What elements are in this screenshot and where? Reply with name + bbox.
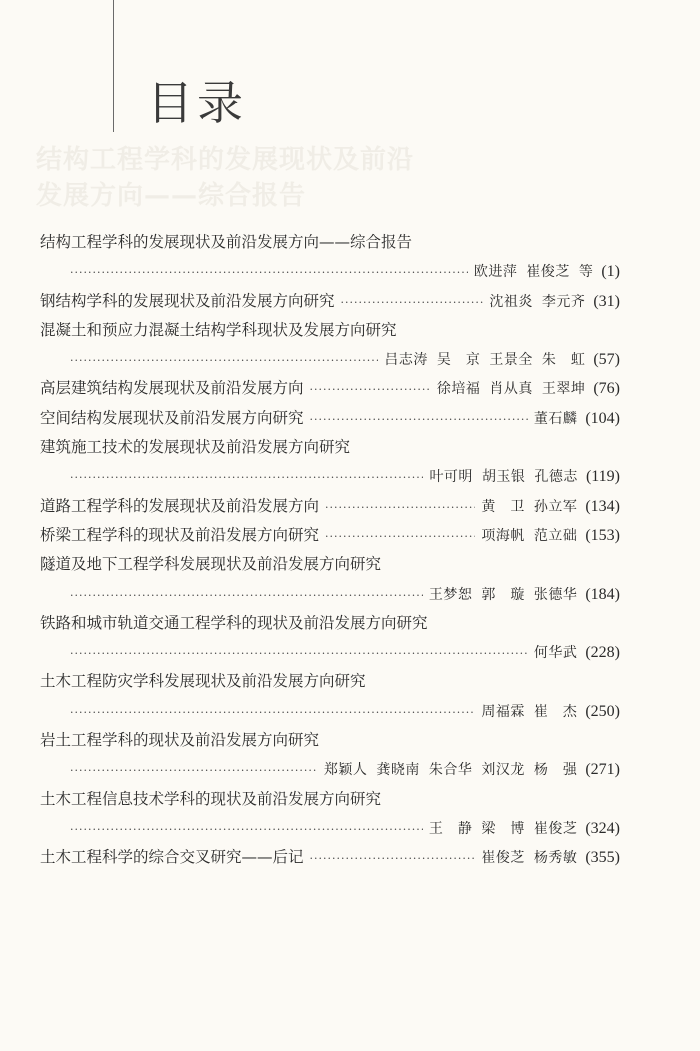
author-name: 叶可明 <box>429 469 473 486</box>
toc-entry[interactable] <box>40 785 620 814</box>
toc-entry[interactable] <box>40 843 620 872</box>
toc-entry-continuation <box>40 814 620 843</box>
dot-leader <box>310 375 431 404</box>
toc-entry[interactable] <box>40 228 620 257</box>
entry-authors <box>489 288 585 317</box>
author-name: 杨秀敏 <box>533 850 578 867</box>
author-name: 朱合华 <box>428 762 473 779</box>
author-name: 欧进萍 <box>473 264 518 281</box>
author-name: 黄 卫 <box>481 498 525 515</box>
entry-authors <box>534 405 578 434</box>
entry-page-number: (250) <box>585 702 620 720</box>
author-name: 项海帆 <box>481 527 525 544</box>
entry-title[interactable]: 桥梁工程学科的现状及前沿发展方向研究 <box>40 525 320 544</box>
entry-page-number: (1) <box>601 263 620 281</box>
entry-page-number: (324) <box>585 819 620 837</box>
entry-title[interactable]: 混凝土和预应力混凝土结构学科现状及发展方向研究 <box>40 320 397 339</box>
author-name: 王梦恕 <box>428 586 473 603</box>
entry-title[interactable]: 建筑施工技术的发展现状及前沿发展方向研究 <box>40 438 351 457</box>
entry-authors <box>481 493 577 522</box>
author-name: 胡玉银 <box>481 469 526 486</box>
author-name: 崔 杰 <box>533 703 578 720</box>
dot-leader <box>310 405 528 434</box>
author-name: 龚晓南 <box>376 762 420 779</box>
toc-entry-continuation <box>40 462 620 491</box>
author-name: 刘汉龙 <box>481 762 525 779</box>
toc-entry-continuation <box>40 580 620 609</box>
author-name: 周福霖 <box>481 703 525 720</box>
entry-page-number: (184) <box>585 585 620 603</box>
entry-page-number: (271) <box>585 761 620 779</box>
author-name: 梁 博 <box>481 820 525 837</box>
entry-authors <box>429 463 578 492</box>
entry-authors <box>429 581 578 610</box>
toc-entry-continuation <box>40 697 620 726</box>
author-name: 何华武 <box>533 645 578 662</box>
dot-leader <box>70 756 318 785</box>
toc-entry[interactable] <box>40 287 620 316</box>
author-name: 王翠坤 <box>541 381 586 398</box>
toc-entry[interactable] <box>40 374 620 403</box>
entry-title[interactable]: 钢结构学科的发展现状及前沿发展方向研究 <box>40 291 335 310</box>
author-name: 董石麟 <box>533 410 578 427</box>
entry-authors <box>384 346 585 375</box>
dot-leader <box>70 258 468 287</box>
entry-page-number: (355) <box>585 849 620 867</box>
author-name: 张德华 <box>533 586 578 603</box>
author-name: 崔俊芝 <box>481 850 525 867</box>
author-name: 李元齐 <box>541 293 586 310</box>
entry-authors <box>429 815 578 844</box>
entry-page-number: (57) <box>593 351 620 369</box>
author-name: 崔俊芝 <box>533 820 578 837</box>
dot-leader <box>70 698 475 727</box>
entry-title[interactable]: 结构工程学科的发展现状及前沿发展方向——综合报告 <box>40 233 413 251</box>
dot-leader <box>70 639 528 668</box>
author-name: 沈祖炎 <box>489 293 533 310</box>
toc-entry[interactable] <box>40 550 620 579</box>
toc-entry[interactable] <box>40 609 620 638</box>
entry-title[interactable]: 铁路和城市轨道交通工程学科的现状及前沿发展方向研究 <box>40 613 428 632</box>
author-name: 吴 京 <box>436 352 481 369</box>
entry-title[interactable]: 土木工程防灾学科发展现状及前沿发展方向研究 <box>40 672 366 691</box>
author-name: 孙立军 <box>533 498 578 515</box>
bleed-through-text: 结构工程学科的发展现状及前沿 发展方向——综合报告 <box>36 145 415 211</box>
entry-authors <box>437 375 586 404</box>
toc-entry[interactable] <box>40 316 620 345</box>
author-name: 杨 强 <box>533 762 578 779</box>
dot-leader <box>310 844 476 873</box>
entry-title[interactable]: 高层建筑结构发展现状及前沿发展方向 <box>40 379 304 398</box>
vertical-rule <box>113 0 114 132</box>
entry-page-number: (153) <box>585 526 620 544</box>
entry-title[interactable]: 空间结构发展现状及前沿发展方向研究 <box>40 408 304 427</box>
toc-entry[interactable] <box>40 521 620 550</box>
author-name: 崔俊芝 <box>526 264 570 281</box>
entry-title[interactable]: 道路工程学科的发展现状及前沿发展方向 <box>40 496 320 515</box>
dot-leader <box>70 815 423 844</box>
dot-leader <box>70 463 423 492</box>
toc-entry[interactable] <box>40 404 620 433</box>
toc-entry[interactable] <box>40 726 620 755</box>
entry-authors <box>481 522 577 551</box>
entry-title[interactable]: 隧道及地下工程学科发展现状及前沿发展方向研究 <box>40 555 382 574</box>
entry-page-number: (119) <box>585 468 620 486</box>
entry-title[interactable]: 岩土工程学科的现状及前沿发展方向研究 <box>40 731 320 750</box>
dot-leader <box>325 493 475 522</box>
entry-title[interactable]: 土木工程科学的综合交叉研究——后记 <box>40 848 304 867</box>
entry-page-number: (76) <box>593 380 620 398</box>
entry-title[interactable]: 土木工程信息技术学科的现状及前沿发展方向研究 <box>40 789 382 808</box>
toc-entry-continuation <box>40 755 620 784</box>
dot-leader <box>70 346 378 375</box>
author-name: 范立础 <box>533 527 578 544</box>
entry-page-number: (31) <box>593 292 620 310</box>
toc-entry-continuation <box>40 345 620 374</box>
toc-entry[interactable] <box>40 667 620 696</box>
page-title: 目录 <box>147 76 247 130</box>
toc-entry[interactable] <box>40 433 620 462</box>
author-name: 徐培福 <box>436 381 481 398</box>
entry-page-number: (228) <box>585 644 620 662</box>
entry-authors <box>481 844 577 873</box>
toc-entry-continuation <box>40 638 620 667</box>
author-name: 王景全 <box>489 352 533 369</box>
dot-leader <box>70 581 423 610</box>
author-name: 吕志涛 <box>384 352 428 369</box>
author-name: 朱 虹 <box>541 352 586 369</box>
entry-authors <box>481 698 577 727</box>
dot-leader <box>325 522 475 551</box>
entry-authors <box>474 258 594 287</box>
dot-leader <box>341 288 484 317</box>
entry-authors <box>324 756 578 785</box>
author-name: 孔德志 <box>534 469 578 486</box>
table-of-contents <box>40 228 620 873</box>
author-name: 等 <box>578 264 594 281</box>
toc-entry[interactable] <box>40 492 620 521</box>
entry-page-number: (104) <box>585 409 620 427</box>
author-name: 肖从真 <box>489 381 533 398</box>
author-name: 王 静 <box>428 820 473 837</box>
author-name: 郭 璇 <box>481 586 525 603</box>
entry-authors <box>534 639 578 668</box>
toc-entry-continuation <box>40 257 620 286</box>
entry-page-number: (134) <box>585 497 620 515</box>
author-name: 郑颖人 <box>323 762 368 779</box>
